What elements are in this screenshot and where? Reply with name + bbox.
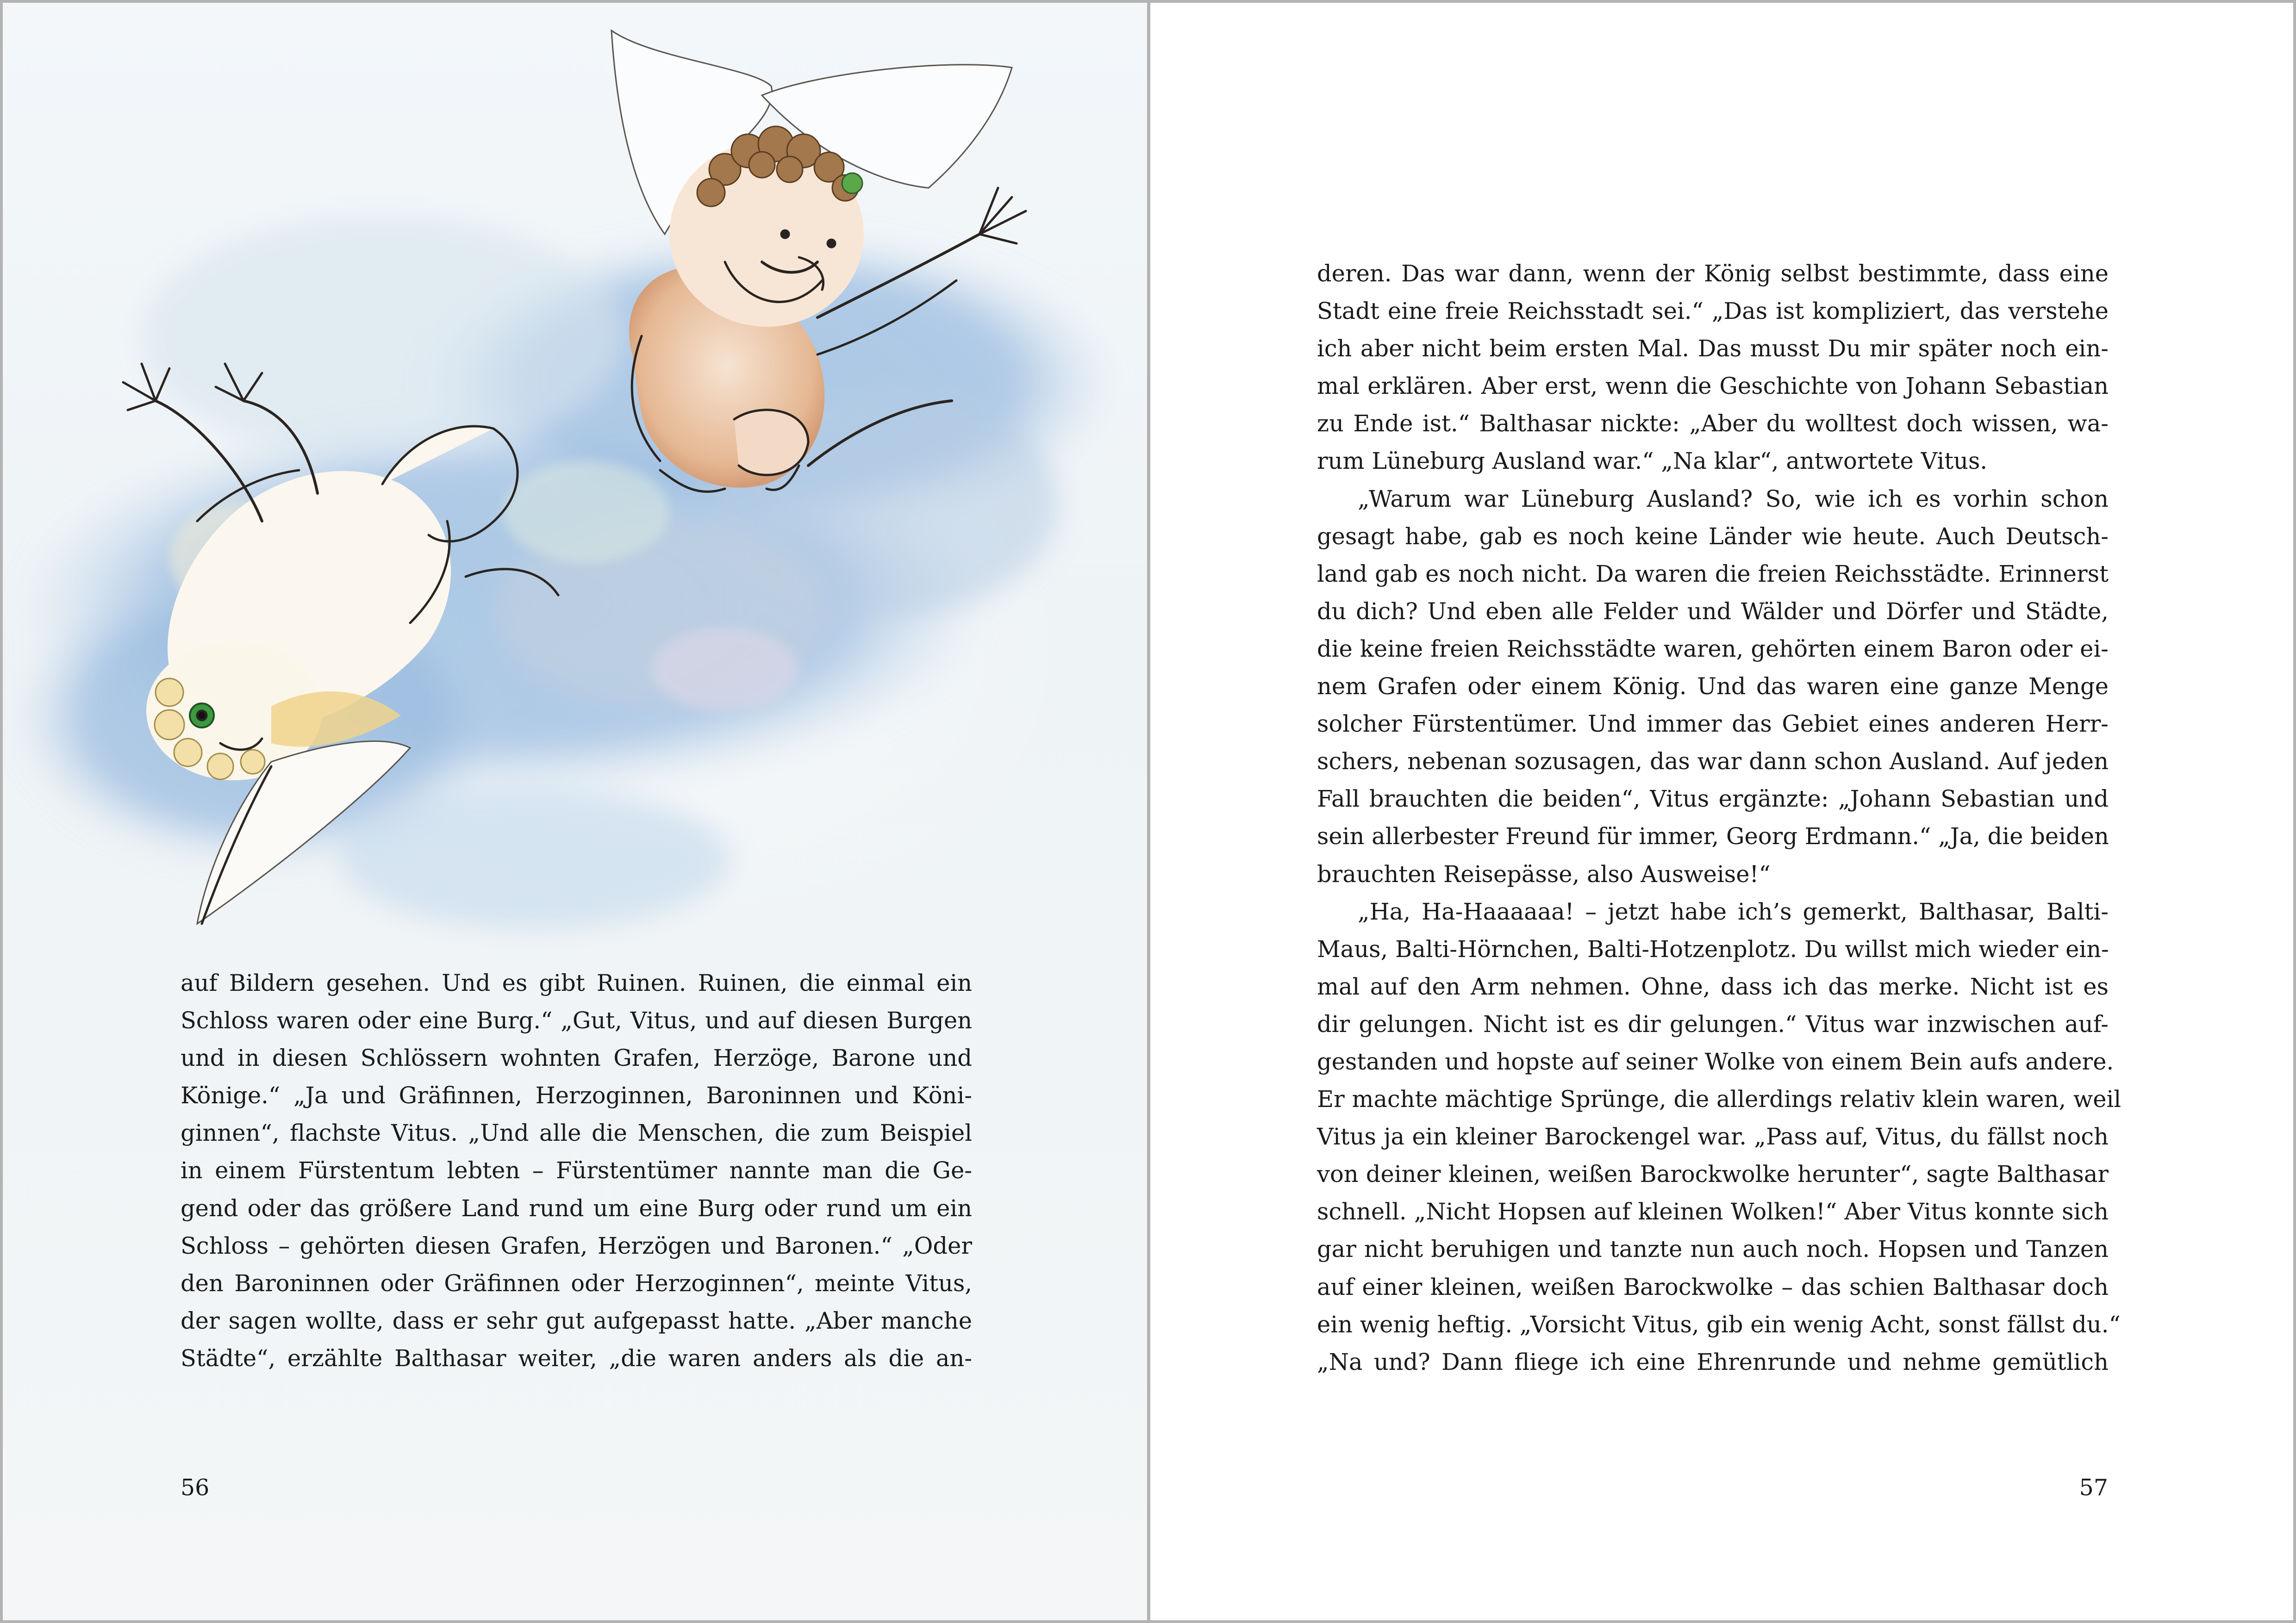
text-line: deren. Das war dann, wenn der König selbst bestimmte, dass eine bbox=[1317, 260, 2109, 287]
text-line: die keine freien Reichsstädte waren, gehörten einem Baron oder ei- bbox=[1317, 635, 2109, 662]
text-line: ich aber nicht beim ersten Mal. Das musst Du mir später noch ein- bbox=[1317, 335, 2109, 362]
text-line: schers, nebenan sozusagen, das war dann schon Ausland. Auf jeden bbox=[1317, 748, 2109, 775]
text-line: ginnen“, flachste Vitus. „Und alle die Menschen, die zum Beispiel bbox=[181, 1119, 972, 1147]
text-line: Fall brauchten die beiden“, Vitus ergänzte: „Johann Sebastian und bbox=[1317, 785, 2109, 813]
text-line: schnell. „Nicht Hopsen auf kleinen Wolken!“ Aber Vitus konnte sich bbox=[1317, 1198, 2109, 1225]
text-line: auf Bildern gesehen. Und es gibt Ruinen. Ruinen, die einmal ein bbox=[181, 970, 972, 996]
left-page bbox=[3, 3, 1147, 1620]
text-line: du dich? Und eben alle Felder und Wälder und Dörfer und Städte, bbox=[1317, 597, 2109, 625]
page-number-left: 56 bbox=[181, 1474, 210, 1501]
paragraph-start-line: „Warum war Lüneburg Ausland? So, wie ich es vorhin schon bbox=[1358, 485, 2109, 512]
text-line: Städte“, erzählte Balthasar weiter, „die waren anders als die an- bbox=[181, 1344, 972, 1372]
text-line: Schloss – gehörten diesen Grafen, Herzögen und Baronen.“ „Oder bbox=[181, 1232, 972, 1259]
text-line: rum Lüneburg Ausland war.“ „Na klar“, antwortete Vitus. bbox=[1317, 448, 1988, 475]
text-line: gar nicht beruhigen und tanzte nun auch noch. Hopsen und Tanzen bbox=[1317, 1236, 2109, 1263]
right-page bbox=[1150, 3, 2293, 1620]
page-gutter bbox=[1147, 0, 1150, 1623]
text-line: nem Grafen oder einem König. Und das waren eine ganze Menge bbox=[1317, 673, 2109, 700]
text-line: gestanden und hopste auf seiner Wolke von einem Bein aufs andere. bbox=[1317, 1048, 2114, 1075]
text-line: auf einer kleinen, weißen Barockwolke – das schien Balthasar doch bbox=[1317, 1273, 2109, 1300]
text-line: land gab es noch nicht. Da waren die freien Reichsstädte. Erinnerst bbox=[1317, 560, 2109, 587]
text-line: in einem Fürstentum lebten – Fürstentümer nannte man die Ge- bbox=[181, 1157, 972, 1184]
text-line: solcher Fürstentümer. Und immer das Gebiet eines anderen Herr- bbox=[1317, 710, 2109, 738]
text-line: der sagen wollte, dass er sehr gut aufgepasst hatte. „Aber manche bbox=[181, 1307, 972, 1334]
text-line: Maus, Balti-Hörnchen, Balti-Hotzenplotz. Du willst mich wieder ein- bbox=[1317, 935, 2109, 963]
page-number-right: 57 bbox=[2079, 1474, 2108, 1501]
text-line: mal auf den Arm nehmen. Ohne, dass ich das merke. Nicht ist es bbox=[1317, 973, 2109, 1000]
text-line: den Baroninnen oder Gräfinnen oder Herzoginnen“, meinte Vitus, bbox=[181, 1269, 972, 1297]
text-line: Schloss waren oder eine Burg.“ „Gut, Vitus, und auf diesen Burgen bbox=[181, 1007, 972, 1034]
text-line: brauchten Reisepässe, also Ausweise!“ bbox=[1317, 860, 1771, 888]
text-line: gesagt habe, gab es noch keine Länder wie heute. Auch Deutsch- bbox=[1317, 522, 2109, 550]
text-line: Er machte mächtige Sprünge, die allerdings relativ klein waren, weil bbox=[1317, 1086, 2121, 1113]
text-line: von deiner kleinen, weißen Barockwolke herunter“, sagte Balthasar bbox=[1317, 1161, 2109, 1188]
text-line: zu Ende ist.“ Balthasar nickte: „Aber du wolltest doch wissen, wa- bbox=[1317, 410, 2109, 437]
text-line: sein allerbester Freund für immer, Georg Erdmann.“ „Ja, die beiden bbox=[1317, 823, 2109, 850]
text-line: Stadt eine freie Reichsstadt sei.“ „Das ist kompliziert, das verstehe bbox=[1317, 298, 2109, 325]
left-page-text bbox=[181, 964, 972, 1377]
text-line: gend oder das größere Land rund um eine Burg oder rund um ein bbox=[181, 1194, 972, 1222]
text-line: Vitus ja ein kleiner Barockengel war. „Pass auf, Vitus, du fällst noch bbox=[1317, 1123, 2109, 1150]
text-line: „Na und? Dann fliege ich eine Ehrenrunde und nehme gemütlich bbox=[1317, 1348, 2109, 1375]
text-line: dir gelungen. Nicht ist es dir gelungen.“ Vitus war inzwischen auf- bbox=[1317, 1010, 2109, 1038]
text-line: mal erklären. Aber erst, wenn die Geschichte von Johann Sebastian bbox=[1317, 373, 2109, 400]
text-line: ein wenig heftig. „Vorsicht Vitus, gib ein wenig Acht, sonst fällst du.“ bbox=[1317, 1311, 2121, 1338]
text-line: Könige.“ „Ja und Gräfinnen, Herzoginnen, Baroninnen und Köni- bbox=[181, 1082, 972, 1109]
right-page-text bbox=[1317, 255, 2121, 1381]
cherub-illustration bbox=[3, 3, 1147, 975]
text-line: und in diesen Schlössern wohnten Grafen, Herzöge, Barone und bbox=[181, 1045, 972, 1072]
paragraph-start-line: „Ha, Ha-Haaaaaa! – jetzt habe ich’s gemerkt, Balthasar, Balti- bbox=[1358, 898, 2109, 925]
